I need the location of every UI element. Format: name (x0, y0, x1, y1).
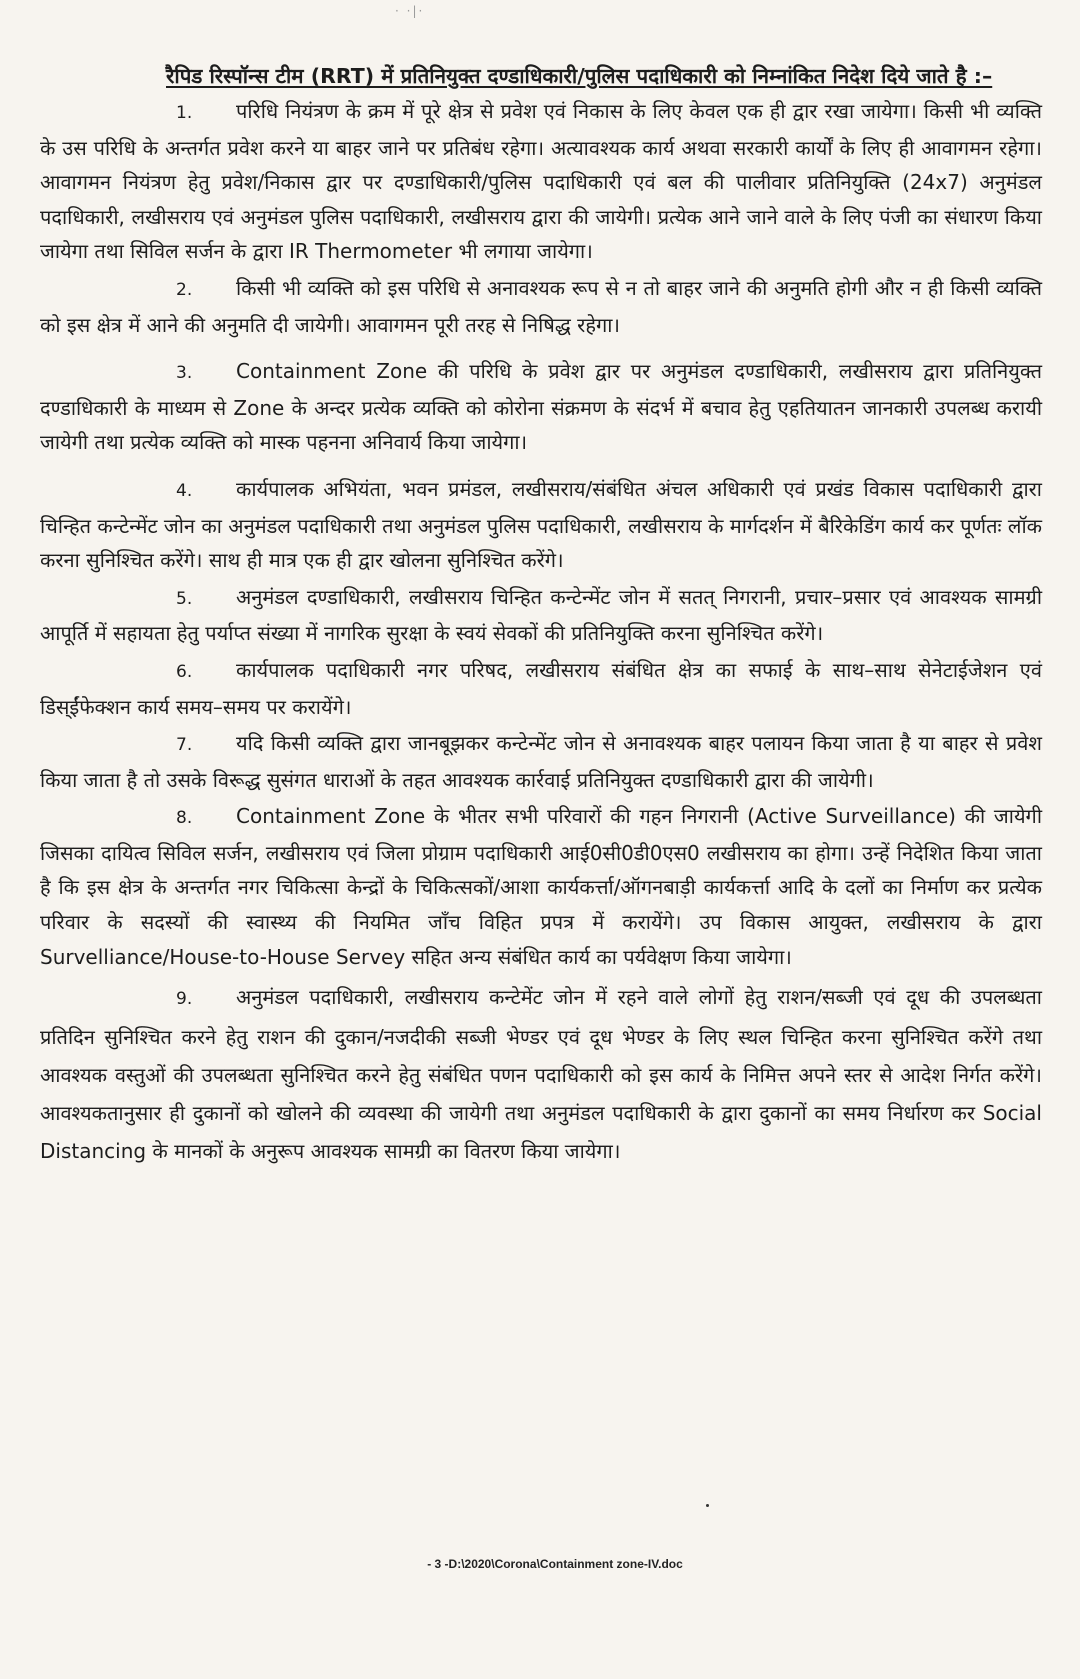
paragraph-number: 6. (176, 661, 193, 682)
paragraph-text: अनुमंडल पदाधिकारी, लखीसराय कन्टेमेंट जोन में रहने वाले लोगों हेतु राशन/सब्जी एवं दूध की उपलब्धता प्रतिदिन सुनिश्चित करने हेतु राशन की दुकान/नजदीकी सब्जी भेण्डर एवं दूध भेण्डर के लिए स्थल चिन्हित करना सुनिश्चित करेंगे तथा आवश्यक वस्तुओं की उपलब्धता सुनिश्चित करने हेतु संबंधित पणन पदाधिकारी को इस कार्य के निमित्त अपने स्तर से आदेश निर्गत करेंगे। आवश्यकतानुसार ही दुकानों को खोलने की व्यवस्था की जायेगी तथा अनुमंडल पदाधिकारी के द्वारा दुकानों का समय निर्धारण कर Social Distancing के मानकों के अनुरूप आवश्यक सामग्री का वितरण किया जायेगा। (40, 985, 1042, 1164)
paragraph-3 (40, 354, 1042, 460)
scan-mark: · ·|· (395, 4, 425, 18)
paragraph-text: किसी भी व्यक्ति को इस परिधि से अनावश्यक रूप से न तो बाहर जाने की अनुमति होगी और न ही किसी व्यक्ति को इस क्षेत्र में आने की अनुमति दी जायेगी। आवागमन पूरी तरह से निषिद्ध रहेगा। (40, 275, 1042, 337)
paragraph-number: 1. (176, 103, 193, 123)
paragraph-number: 3. (176, 363, 193, 384)
paragraph-text: Containment Zone की परिधि के प्रवेश द्वार पर अनुमंडल दण्डाधिकारी, लखीसराय द्वारा प्रतिनियुक्त दण्डाधिकारी के माध्यम से Zone के अन्दर प्रत्येक व्यक्ति को कोरोना संक्रमण के संदर्भ में बचाव हेतु एहतियातन जानकारी उपलब्ध करायी जायेगी तथा प्रत्येक व्यक्ति को मास्क पहनना अनिवार्य किया जायेगा। (40, 359, 1042, 455)
paragraph-6 (40, 653, 1042, 724)
paragraph-text: परिधि नियंत्रण के क्रम में पूरे क्षेत्र से प्रवेश एवं निकास के लिए केवल एक ही द्वार रखा जायेगा। किसी भी व्यक्ति के उस परिधि के अन्तर्गत प्रवेश करने या बाहर जाने पर प्रतिबंध रहेगा। अत्यावश्यक कार्य अथवा सरकारी कार्यों के लिए ही आवागमन रहेगा। आवागमन नियंत्रण हेतु प्रवेश/निकास द्वार पर दण्डाधिकारी/पुलिस पदाधिकारी एवं बल की पालीवार प्रतिनियुक्ति (24x7) अनुमंडल पदाधिकारी, लखीसराय एवं अनुमंडल पुलिस पदाधिकारी, लखीसराय द्वारा की जायेगी। प्रत्येक आने जाने वाले के लिए पंजी का संधारण किया जायेगा तथा सिविल सर्जन के द्वारा IR Thermometer भी लगाया जायेगा। (40, 99, 1042, 264)
paragraph-4 (40, 472, 1042, 578)
paragraph-text: कार्यपालक पदाधिकारी नगर परिषद, लखीसराय संबंधित क्षेत्र का सफाई के साथ–साथ सेनेटाईजेशन एवं डिस्ईंफेक्शन कार्य समय–समय पर करायेंगे। (40, 657, 1042, 719)
paragraph-number: 9. (176, 989, 193, 1010)
ink-dot (706, 1504, 709, 1507)
paragraph-text: अनुमंडल दण्डाधिकारी, लखीसराय चिन्हित कन्टेन्मेंट जोन में सतत् निगरानी, प्रचार–प्रसार एवं आवश्यक सामग्री आपूर्ति में सहायता हेतु पर्याप्त संख्या में नागरिक सुरक्षा के स्वयं सेवकों की प्रतिनियुक्ति करना सुनिश्चित करेंगे। (40, 584, 1042, 646)
paragraph-8 (40, 799, 1042, 974)
paragraph-7 (40, 726, 1042, 797)
paragraph-2 (40, 271, 1042, 342)
paragraph-1 (40, 94, 1042, 269)
paragraph-number: 8. (176, 808, 193, 829)
paragraph-text: कार्यपालक अभियंता, भवन प्रमंडल, लखीसराय/संबंधित अंचल अधिकारी एवं प्रखंड विकास पदाधिकारी द्वारा चिन्हित कन्टेन्मेंट जोन का अनुमंडल पदाधिकारी तथा अनुमंडल पुलिस पदाधिकारी, लखीसराय के मार्गदर्शन में बैरिकेडिंग कार्य कर पूर्णतः लॉक करना सुनिश्चित करेंगे। साथ ही मात्र एक ही द्वार खोलना सुनिश्चित करेंगे। (40, 476, 1042, 573)
paragraph-number: 7. (176, 735, 193, 756)
paragraph-9 (40, 978, 1042, 1170)
paragraph-number: 5. (176, 588, 193, 609)
paragraph-number: 4. (176, 480, 193, 501)
paragraph-5 (40, 580, 1042, 651)
paragraph-text: Containment Zone के भीतर सभी परिवारों की गहन निगरानी (Active Surveillance) की जायेगी जिसका दायित्व सिविल सर्जन, लखीसराय एवं जिला प्रोग्राम पदाधिकारी आई0सी0डी0एस0 लखीसराय का होगा। उन्हें निदेशित किया जाता है कि इस क्षेत्र के अन्तर्गत नगर चिकित्सा केन्द्रों के चिकित्सकों/आशा कार्यकर्त्ता/ऑगनबाड़ी कार्यकर्त्ता आदि के दलों का निर्माण कर प्रत्येक परिवार के सदस्यों की स्वास्थ्य की नियमित जाँच विहित प्रपत्र में करायेंगे। उप विकास आयुक्त, लखीसराय के द्वारा Survelliance/House-to-House Servey सहित अन्य संबंधित कार्य का पर्यवेक्षण किया जायेगा। (40, 804, 1042, 969)
document-footer-path: - 3 -D:\2020\Corona\Containment zone-IV.doc (427, 1557, 683, 1571)
document-heading: रैपिड रिस्पॉन्स टीम (RRT) में प्रतिनियुक्त दण्डाधिकारी/पुलिस पदाधिकारी को निम्नांकित निदेश दिये जाते है :– (166, 64, 993, 88)
paragraph-number: 2. (176, 279, 193, 300)
paragraph-text: यदि किसी व्यक्ति द्वारा जानबूझकर कन्टेन्मेंट जोन से अनावश्यक बाहर पलायन किया जाता है या बाहर से प्रवेश किया जाता है तो उसके विरूद्ध सुसंगत धाराओं के तहत आवश्यक कार्रवाई प्रतिनियुक्त दण्डाधिकारी द्वारा की जायेगी। (40, 731, 1042, 792)
